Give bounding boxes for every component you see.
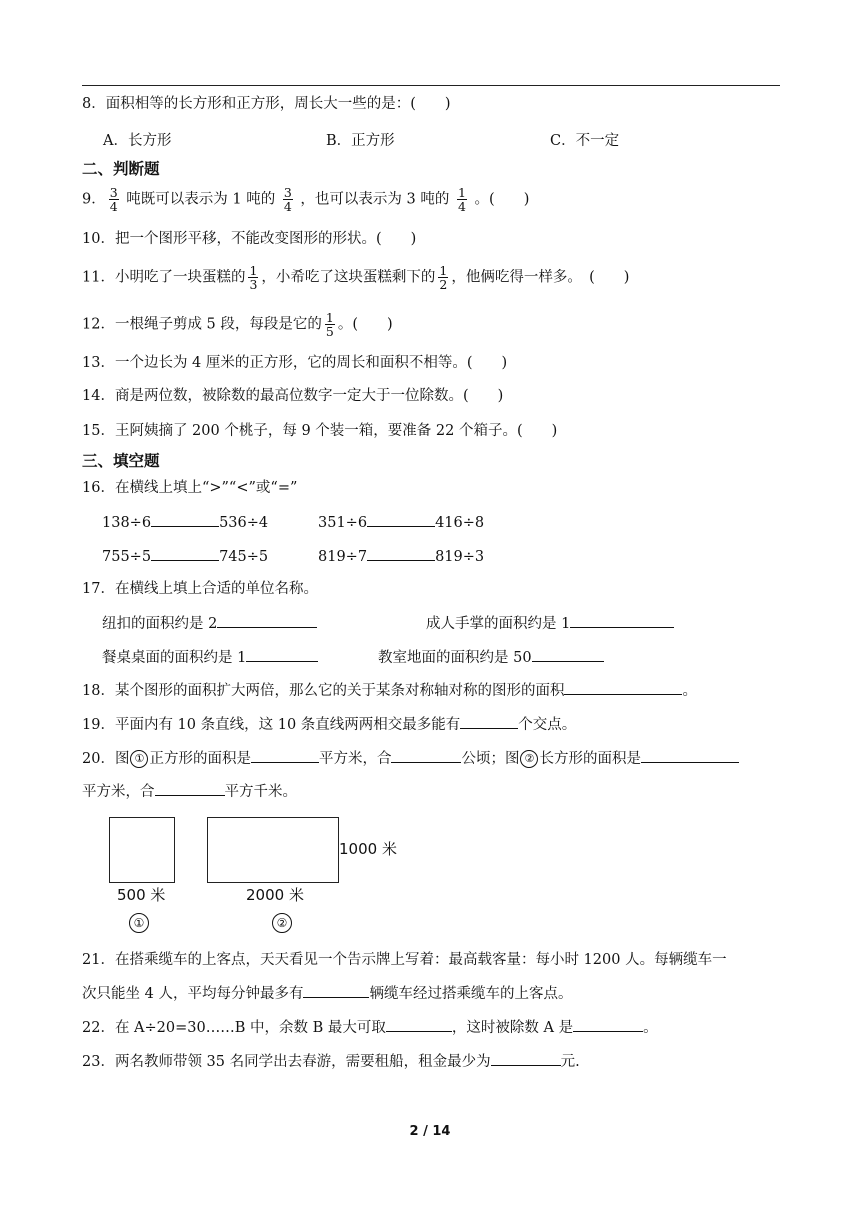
question-21-line-2: 次只能坐 4 人，平均每分钟最多有 辆缆车经过搭乘缆车的上客点。 [82,983,572,1004]
question-13: 13．一个边长为 4 厘米的正方形，它的周长和面积不相等。( ) [82,355,508,371]
option-a: A．长方形 [103,133,172,149]
fraction: $\frac{3}{4}$ [283,185,292,214]
answer-blank[interactable] [151,546,219,561]
answer-blank[interactable] [303,983,369,998]
answer-blank[interactable] [246,647,318,662]
circled-two-icon: ② [520,750,538,768]
unit-item-b: 成人手掌的面积约是 1 [426,613,674,634]
fraction: $\frac{1}{4}$ [457,185,466,214]
question-16: 16．在横线上填上“>”“<”或“=” [82,480,298,496]
question-20: 20．图 ① 正方形的面积是 平方米，合 公顷；图 ② 长方形的面积是 [82,748,739,769]
q9-text: 吨既可以表示为 1 吨的 [121,191,280,208]
question-12 [82,311,393,338]
rect-width-label: 2000 米 [246,886,304,904]
fraction: $\frac{1}{2}$ [439,263,448,292]
answer-blank[interactable] [564,680,682,695]
header-rule [82,85,780,86]
answer-blank[interactable] [573,1017,643,1032]
question-10: 10．把一个图形平移，不能改变图形的形状。( ) [82,231,417,247]
question-17: 17．在横线上填上合适的单位名称。 [82,581,318,597]
page-number: 2 / 14 [409,1124,451,1139]
unit-item-c: 餐桌桌面的面积约是 1 [102,647,318,668]
answer-blank[interactable] [491,1051,561,1066]
question-20-line-2: 平方米，合 平方千米。 [82,781,297,802]
rect-height-label: 1000 米 [339,840,397,858]
fraction: $\frac{1}{5}$ [325,310,334,339]
answer-blank[interactable] [532,647,604,662]
rectangle-figure [207,817,339,883]
q11-suffix: ，他俩吃得一样多。 ( ) [451,269,630,286]
q11-prefix: 11．小明吃了一块蛋糕的 [82,269,246,286]
compare-row-2b: 819÷7 819÷3 [318,546,484,567]
answer-blank[interactable] [151,512,219,527]
circled-two-icon: ② [272,913,292,933]
question-11 [82,264,629,291]
answer-blank[interactable] [251,748,319,763]
circled-one-icon: ① [129,913,149,933]
section-judgment-heading: 二、判断题 [82,160,160,178]
question-9 [82,186,529,213]
answer-blank[interactable] [367,546,435,561]
question-23: 23．两名教师带领 35 名同学出去春游，需要租船，租金最少为 元. [82,1051,580,1072]
circled-one-icon: ① [130,750,148,768]
answer-blank[interactable] [641,748,739,763]
q9-text: ，也可以表示为 3 吨的 [295,191,454,208]
compare-row-2a: 755÷5 745÷5 [102,546,268,567]
question-22: 22．在 A÷20=30……B 中，余数 B 最大可取 ，这时被除数 A 是 。 [82,1017,658,1038]
answer-blank[interactable] [460,714,518,729]
answer-blank[interactable] [570,613,674,628]
answer-blank[interactable] [391,748,461,763]
compare-row-1b: 351÷6 416÷8 [318,512,484,533]
answer-blank[interactable] [217,613,317,628]
q12-suffix: 。( ) [337,316,393,333]
q11-text: ，小希吃了这块蛋糕剩下的 [261,269,436,286]
question-21: 21．在搭乘缆车的上客点，天天看见一个告示牌上写着：最高载客量：每小时 1200 人。每辆缆车一 [82,952,727,968]
option-b: B．正方形 [326,133,395,149]
answer-blank[interactable] [386,1017,452,1032]
square-figure [109,817,175,883]
fraction: $\frac{1}{3}$ [249,263,258,292]
section-fill-heading: 三、填空题 [82,452,160,470]
q12-prefix: 12．一根绳子剪成 5 段，每段是它的 [82,316,322,333]
answer-blank[interactable] [367,512,435,527]
square-side-label: 500 米 [117,886,166,904]
compare-row-1a: 138÷6 536÷4 [102,512,268,533]
unit-item-d: 教室地面的面积约是 50 [378,647,604,668]
option-c: C．不一定 [550,133,620,149]
q9-prefix: 9． [82,191,106,208]
unit-item-a: 纽扣的面积约是 2 [102,613,317,634]
question-15: 15．王阿姨摘了 200 个桃子，每 9 个装一箱，要准备 22 个箱子。( ) [82,423,558,439]
question-18: 18．某个图形的面积扩大两倍，那么它的关于某条对称轴对称的图形的面积 。 [82,680,697,701]
q9-suffix: 。( ) [469,191,530,208]
question-14: 14．商是两位数，被除数的最高位数字一定大于一位除数。( ) [82,388,504,404]
fraction: $\frac{3}{4}$ [109,185,118,214]
question-8: 8．面积相等的长方形和正方形，周长大一些的是：( ) [82,96,451,112]
question-19: 19．平面内有 10 条直线，这 10 条直线两两相交最多能有 个交点。 [82,714,576,735]
answer-blank[interactable] [155,781,225,796]
